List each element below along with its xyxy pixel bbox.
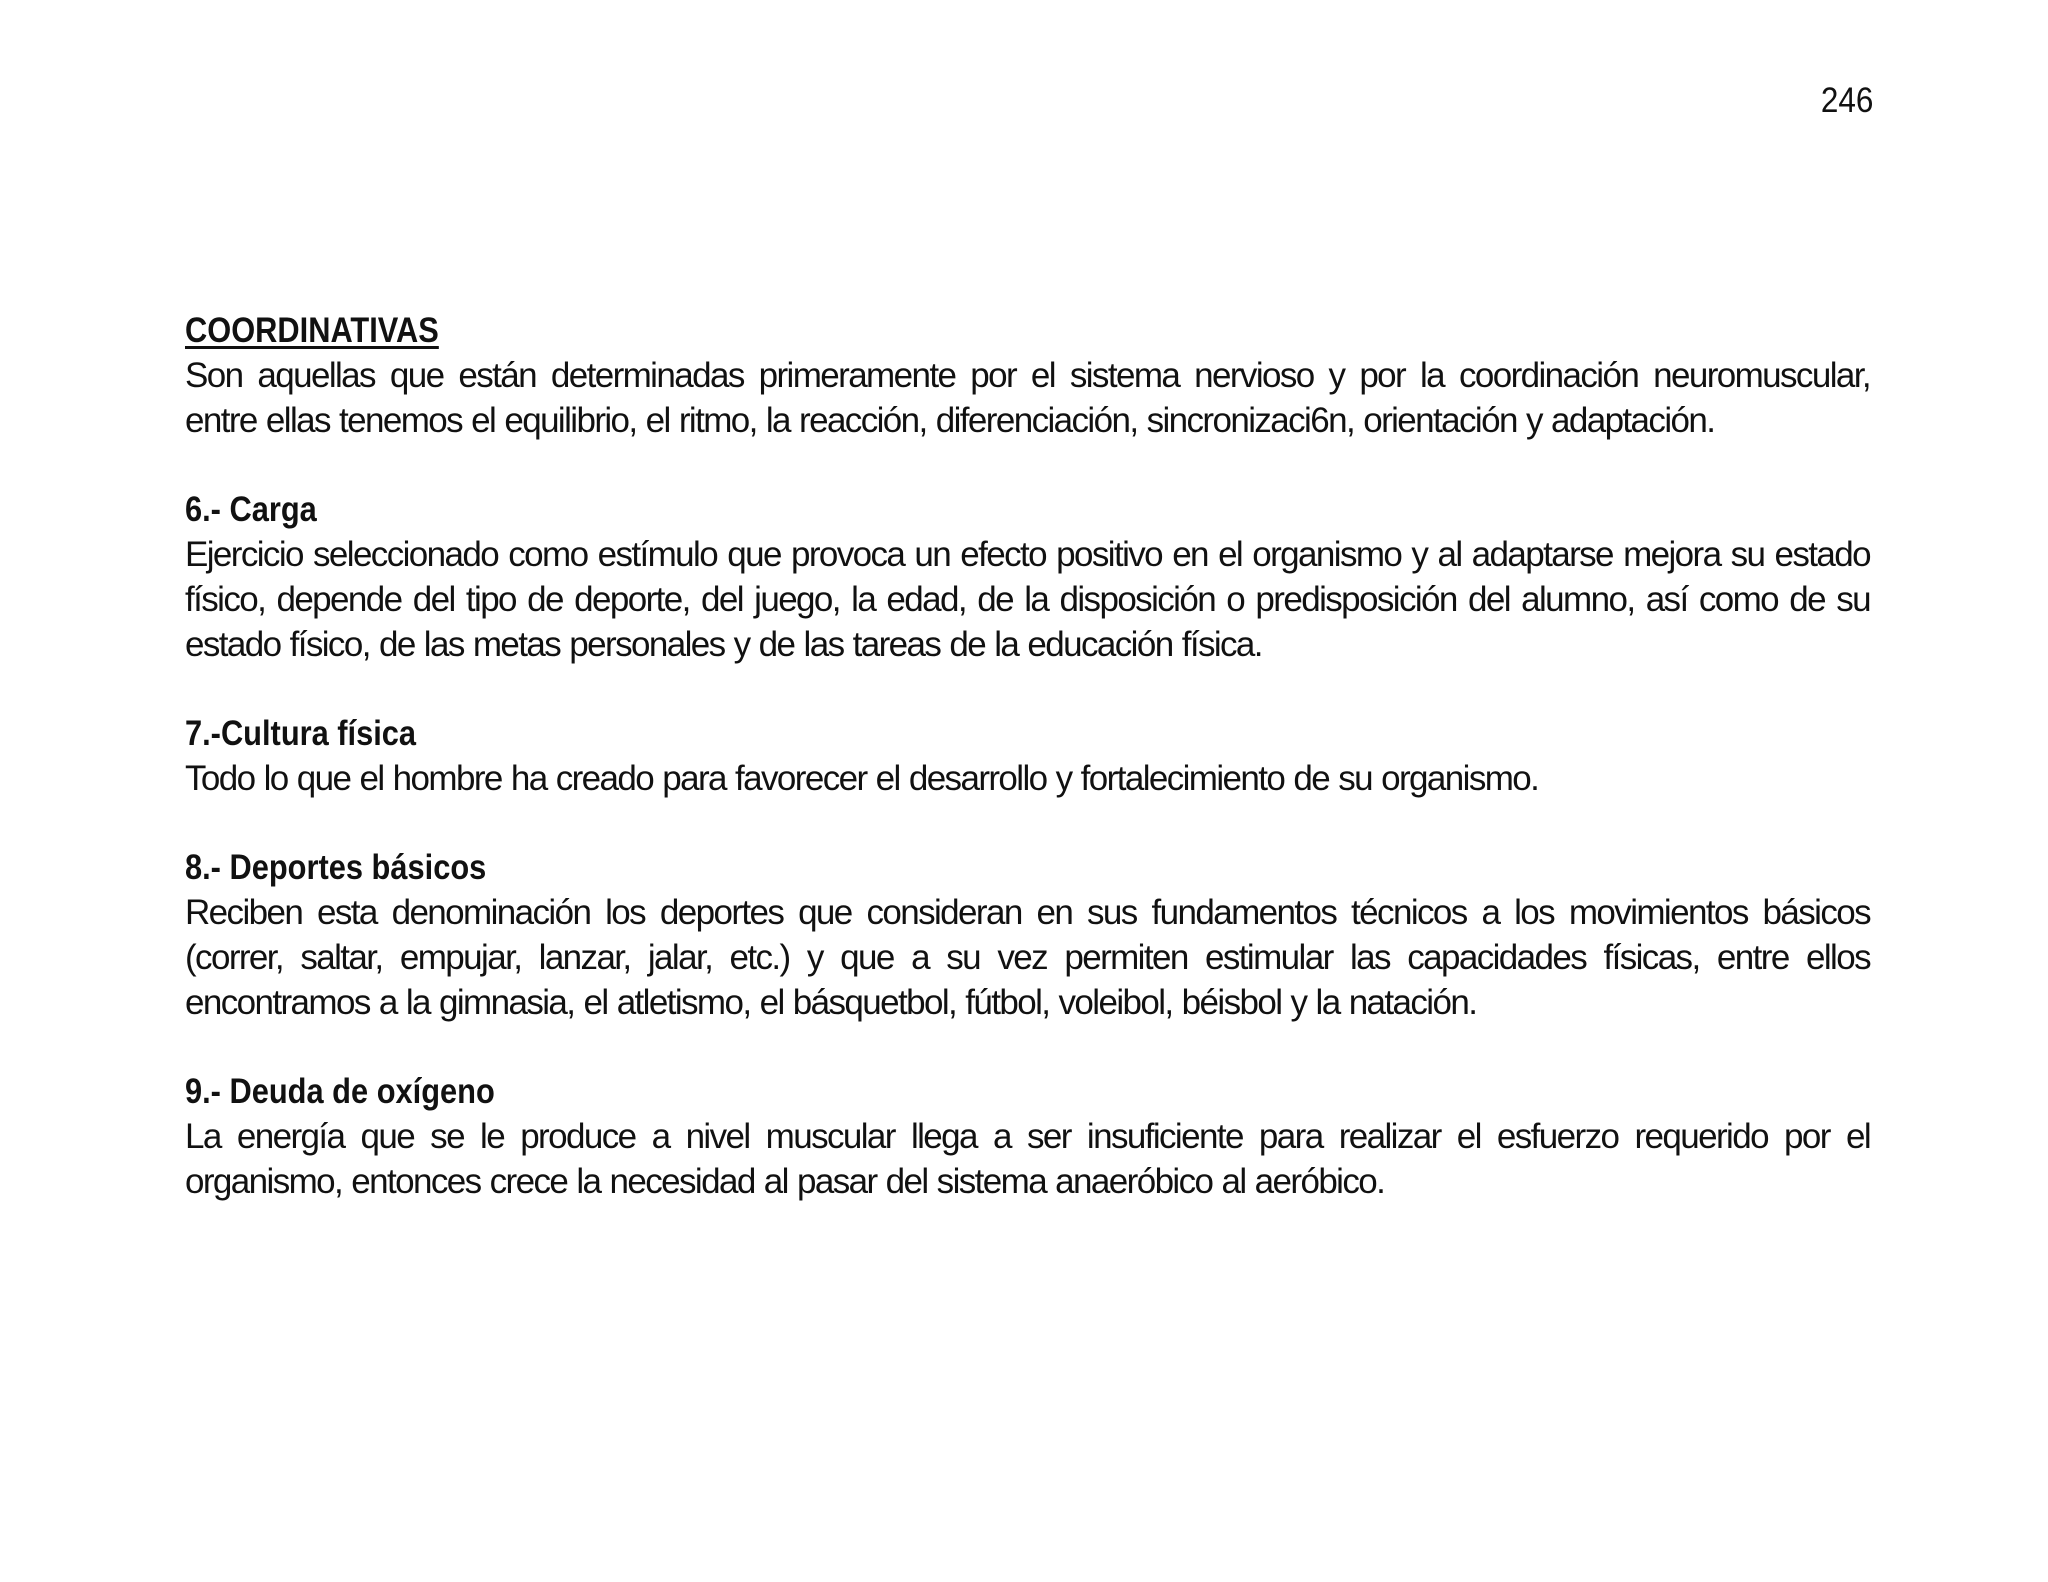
page-number: 246 — [1820, 81, 1873, 120]
section-heading: 8.- Deportes básicos — [185, 848, 487, 887]
section-deportes-basicos — [185, 845, 1870, 1025]
section-body: La energía que se le produce a nivel muscular llega a ser insuficiente para realizar el esfuerzo requerido por el organismo, entonces crece la necesidad al pasar del sistema anaeróbico al aeróbico. — [185, 1117, 1870, 1201]
section-body: Reciben esta denominación los deportes que consideran en sus fundamentos técnicos a los movimientos básicos (correr, saltar, empujar, lanzar, jalar, etc.) y que a su vez permiten estimular las capacidades físicas, entre ellos encontramos a la gimnasia, el atletismo, el básquetbol, fútbol, voleibol, béisbol y la natación. — [185, 893, 1870, 1022]
page-content — [185, 308, 1870, 1248]
section-deuda-de-oxigeno — [185, 1069, 1870, 1204]
section-heading: COORDINATIVAS — [185, 311, 439, 350]
section-coordinativas — [185, 308, 1870, 443]
section-body: Son aquellas que están determinadas primeramente por el sistema nervioso y por la coordinación neuromuscular, entre ellas tenemos el equilibrio, el ritmo, la reacción, diferenciación, sincronizaci6n, orientación y adaptación. — [185, 356, 1870, 440]
section-carga — [185, 487, 1870, 667]
section-cultura-fisica — [185, 711, 1870, 801]
section-heading: 6.- Carga — [185, 490, 317, 529]
section-heading: 9.- Deuda de oxígeno — [185, 1072, 495, 1111]
section-body: Todo lo que el hombre ha creado para favorecer el desarrollo y fortalecimiento de su organismo. — [185, 759, 1539, 798]
section-body: Ejercicio seleccionado como estímulo que provoca un efecto positivo en el organismo y al adaptarse mejora su estado físico, depende del tipo de deporte, del juego, la edad, de la disposición o predisposición del alumno, así como de su estado físico, de las metas personales y de las tareas de la educación física. — [185, 535, 1870, 664]
section-heading: 7.-Cultura física — [185, 714, 417, 753]
